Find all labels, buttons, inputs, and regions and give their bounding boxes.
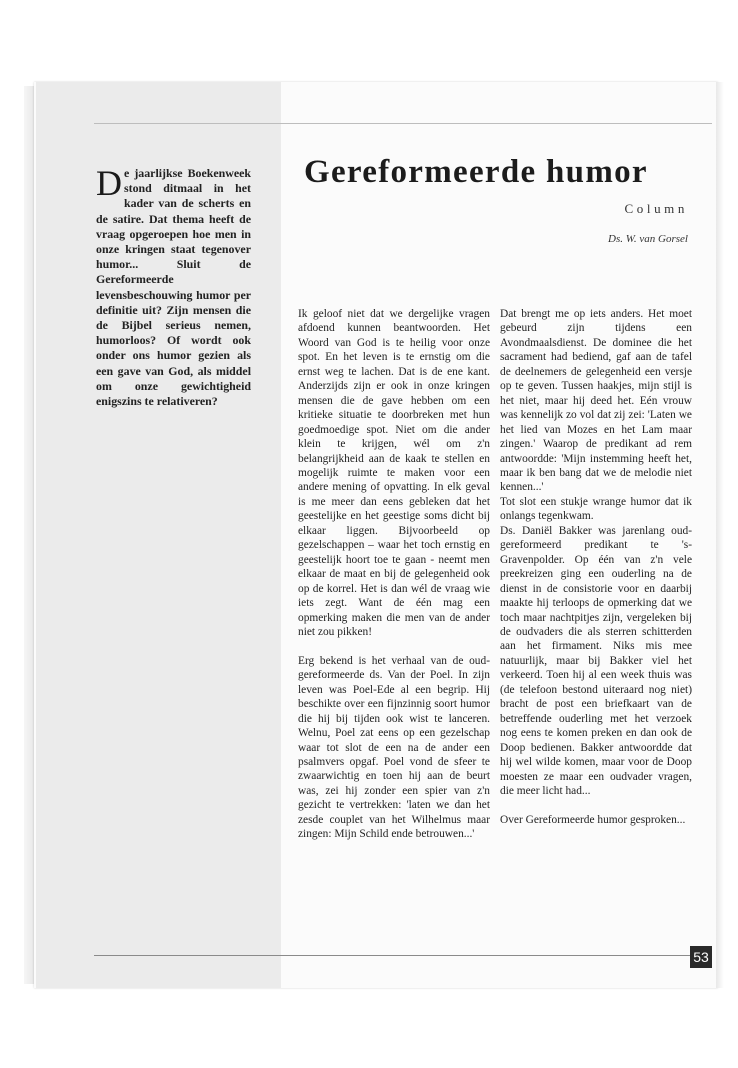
article-title: Gereformeerde humor [304, 154, 648, 190]
top-rule [94, 123, 712, 124]
body-paragraph: Tot slot een stukje wrange humor dat ik onlangs tegenkwam. [500, 495, 692, 523]
body-paragraph: Dat brengt me op iets anders. Het moet gebeurd zijn tijdens een Avondmaalsdienst. De dominee die het sacrament had bediend, gaf aan de tafel de deelnemers de gelegenheid een versje op te geven. Tussen haakjes, mijn stijl is het niet, maar hij deed het. Eén vrouw was kennelijk zo vol dat zij zei: 'Laten we het lied van Mozes en het Lam maar zingen.' Waarop de predikant ad rem antwoordde: 'Mijn instemming heeft het, maar ik ben bang dat we de melodie niet kennen...' [500, 308, 692, 494]
body-paragraph: Over Gereformeerde humor gesproken... [500, 813, 686, 826]
intro-paragraph [96, 163, 251, 409]
section-label: Column [624, 201, 688, 216]
page-number: 53 [690, 946, 712, 968]
body-column-right [500, 307, 692, 842]
body-paragraph: Ds. Daniël Bakker was jarenlang oud-gereformeerd predikant te 's-Gravenpolder. Op één van z'n vele preekreizen ging een ouderling na de dienst in de consistorie voor en daarbij maakte hij terloops de opmerking dat we toch maar nachtpitjes zijn, vergeleken bij de oudvaders die als sterren schitterden aan het firmament. Niks mis mee natuurlijk, maar bij Bakker viel het verkeerd. Toen hij al een week thuis was (de telefoon bestond uiteraard nog niet) bracht de post een briefkaart van de betreffende ouderling met het verzoek nog eens te komen preken en dan ook de Doop bedienen. Bakker antwoordde dat hij wel wilde komen, maar voor de Doop moesten ze maar een oudvader vragen, die meer licht had... [500, 524, 692, 797]
body-paragraph: Ik geloof niet dat we dergelijke vragen afdoend kunnen beantwoorden. Het Woord van God is te heilig voor onze spot. En het leven is te ernstig om die ernst weg te lachen. Dat is de ene kant. Anderzijds zijn er ook in onze kringen mensen die de gave hebben om een kritieke situatie te doorbreken met hun goedmoedige spot. Niet om die ander klein te krijgen, wél om z'n belangrijkheid aan de kaak te stellen en mogelijk ruimte te maken voor een andere mening of opvatting. In elk geval is me meer dan eens gebleken dat het geestelijke en het geestige soms dicht bij elkaar liggen. Bijvoorbeeld op gezelschappen – waar het toch ernstig en geestelijk hoort toe te gaan - neemt men elkaar de maat en bij de gelegenheid ook op de korrel. Het is dan wél de vraag wie iets zegt. Want de één mag een opmerking maken die men van de ander niet zou pikken! [298, 308, 490, 638]
intro-text: e jaarlijkse Boekenweek stond ditmaal in het kader van de scherts en de satire. Dat thema heeft de vraag opgeroepen hoe men in onze kringen staat tegenover humor... Sluit de Gereformeerde levensbeschouwing humor per definitie uit? Zijn mensen die de Bijbel serieus nemen, humorloos? Of wordt ook onder ons humor gezien als een gave van God, als middel om onze gewichtigheid enigszins te relativeren? [96, 166, 251, 409]
body-column-left [298, 307, 490, 856]
drop-cap: D [96, 163, 122, 203]
body-paragraph: Erg bekend is het verhaal van de oud-gereformeerde ds. Van der Poel. In zijn leven was Poel-Ede al een begrip. Hij beschikte over een fijnzinnig soort humor die hij bij tijden ook wist te lanceren. Welnu, Poel zat eens op een gezelschap waar tot slot de een na de ander een psalmvers opgaf. Poel vond de sfeer te zwaarwichtig en toen hij aan de beurt was, zei hij zonder een spier van z'n gezicht te vertrekken: 'laten we dan het zesde couplet van het Wilhelmus maar zingen: Mijn Schild ende betrouwen...' [298, 654, 490, 841]
bottom-rule [94, 955, 690, 956]
right-page-edge [716, 82, 724, 988]
author-byline: Ds. W. van Gorsel [608, 233, 688, 245]
